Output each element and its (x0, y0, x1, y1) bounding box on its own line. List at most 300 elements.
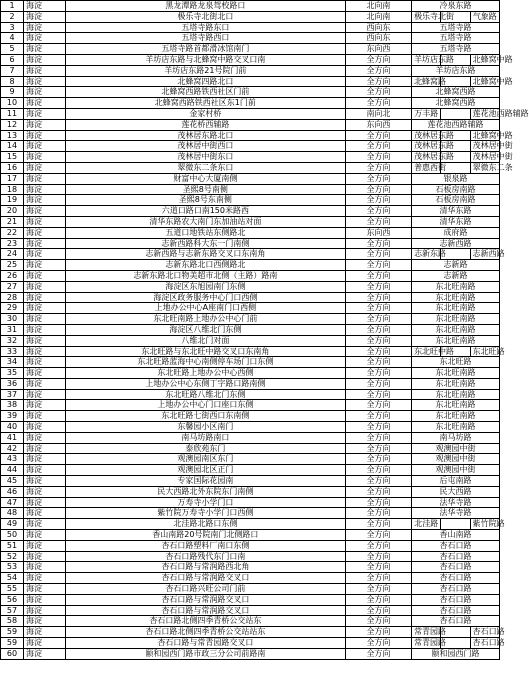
row-number-cell: 57 (1, 605, 24, 616)
row-number-cell: 24 (1, 249, 24, 260)
road-cell: 五塔寺路 (412, 22, 500, 33)
row-number-cell: 40 (1, 422, 24, 433)
table-row (1, 508, 500, 519)
road-cell: 东北旺南路 (412, 378, 500, 389)
table-row (1, 519, 500, 530)
road-cell: 银泉路 (412, 173, 500, 184)
district-cell: 海淀 (23, 519, 65, 530)
district-cell: 海淀 (23, 627, 65, 638)
location-cell: 北蜂窝四路北口 (65, 76, 345, 87)
district-cell: 海淀 (23, 324, 65, 335)
location-cell: 北洼路北路口东侧 (65, 519, 345, 530)
direction-cell: 全方向 (345, 324, 411, 335)
row-number-cell: 26 (1, 270, 24, 281)
direction-cell: 全方向 (345, 260, 411, 271)
road-cell: 杏石口路 (412, 562, 500, 573)
district-cell: 海淀 (23, 249, 65, 260)
road-cell: 普惠西街 (412, 162, 441, 173)
road-cell: 东北旺南路 (412, 303, 500, 314)
road-cell: 羊坊店东路 (412, 54, 441, 65)
row-number-cell: 42 (1, 443, 24, 454)
table-row (1, 627, 500, 638)
direction-cell: 全方向 (345, 303, 411, 314)
district-cell: 海淀 (23, 270, 65, 281)
road-cell: 东北旺南路 (412, 314, 500, 325)
location-cell: 志新东路北口物美超市北侧（主路）路南 (65, 270, 345, 281)
location-cell: 海淀区东旭园南门东侧 (65, 281, 345, 292)
location-cell: 六道口路口南150米路西 (65, 206, 345, 217)
location-cell: 金家村桥 (65, 108, 345, 119)
district-cell: 海淀 (23, 378, 65, 389)
location-cell: 专家国际花园南 (65, 476, 345, 487)
district-cell: 海淀 (23, 454, 65, 465)
direction-cell: 全方向 (345, 584, 411, 595)
road-cell: 杏石口路 (412, 540, 500, 551)
road-cell: 茂林居东路 (412, 141, 441, 152)
location-cell: 黑龙潭路龙泉驾校路口 (65, 1, 345, 12)
table-row (1, 422, 500, 433)
table-row (1, 44, 500, 55)
district-cell: 海淀 (23, 594, 65, 605)
direction-cell: 全方向 (345, 130, 411, 141)
table-row (1, 173, 500, 184)
road-cell: 东北旺南路 (412, 389, 500, 400)
row-number-cell: 4 (1, 33, 24, 44)
table-row (1, 292, 500, 303)
row-number-cell: 47 (1, 497, 24, 508)
district-cell: 海淀 (23, 281, 65, 292)
district-cell: 海淀 (23, 314, 65, 325)
direction-cell: 全方向 (345, 368, 411, 379)
table-row (1, 152, 500, 163)
road-cell: 茂林居东路 (412, 152, 441, 163)
table-row (1, 400, 500, 411)
table-row (1, 497, 500, 508)
road-cell: 观澳园中街 (412, 443, 500, 454)
road-cell: 杏石口路 (412, 605, 500, 616)
direction-cell: 全方向 (345, 162, 411, 173)
district-cell: 海淀 (23, 22, 65, 33)
table-row (1, 551, 500, 562)
road-cell: 茂林居东路 (412, 130, 441, 141)
direction-cell: 全方向 (345, 335, 411, 346)
row-number-cell: 59 (1, 638, 24, 649)
row-number-cell: 35 (1, 368, 24, 379)
location-cell: 茂林居中街西口 (65, 141, 345, 152)
direction-cell: 西向东 (345, 22, 411, 33)
district-cell: 海淀 (23, 54, 65, 65)
direction-cell: 全方向 (345, 551, 411, 562)
location-cell: 东北旺路与东北旺中路交叉口东南角 (65, 346, 345, 357)
road-cell: 石板房南路 (412, 184, 500, 195)
direction-cell: 全方向 (345, 616, 411, 627)
road-cell: 南马坊路 (412, 432, 500, 443)
road-cell: 志新东路 (412, 249, 441, 260)
row-number-cell: 53 (1, 562, 24, 573)
location-cell: 民大西路北外东院东门南侧 (65, 486, 345, 497)
location-cell: 上地办公中心门口座口东侧 (65, 400, 345, 411)
location-cell: 北蜂窝西路铁西社区门前 (65, 87, 345, 98)
location-cell: 杏石口路与常润路交叉口 (65, 573, 345, 584)
road-cell-3: 翠微东二条 (470, 162, 499, 173)
road-cell: 东北旺南路 (412, 422, 500, 433)
district-cell: 海淀 (23, 486, 65, 497)
road-cell: 观澳园中街 (412, 454, 500, 465)
road-cell-3: 杏石口路 (470, 638, 499, 649)
row-number-cell: 1 (1, 1, 24, 12)
location-cell: 莲花桥西辅路 (65, 119, 345, 130)
row-number-cell: 7 (1, 65, 24, 76)
location-cell: 清华东路农大南门东加油站对面 (65, 216, 345, 227)
row-number-cell: 15 (1, 152, 24, 163)
district-cell: 海淀 (23, 638, 65, 649)
row-number-cell: 33 (1, 346, 24, 357)
location-cell: 翠微东二条东口 (65, 162, 345, 173)
row-number-cell: 25 (1, 260, 24, 271)
row-number-cell: 46 (1, 486, 24, 497)
table-row (1, 130, 500, 141)
road-cell: 五塔寺路 (412, 33, 500, 44)
row-number-cell: 3 (1, 22, 24, 33)
district-cell: 海淀 (23, 400, 65, 411)
table-row (1, 324, 500, 335)
location-cell: 茂林居中街东口 (65, 152, 345, 163)
road-cell: 北蜂窝西路 (412, 87, 500, 98)
location-cell: 羊坊店东路21号院门前 (65, 65, 345, 76)
road-cell-3: 北蜂窝中路 (470, 54, 499, 65)
district-cell: 海淀 (23, 648, 65, 659)
table-row (1, 648, 500, 659)
row-number-cell: 58 (1, 616, 24, 627)
road-cell-3: 茂林居中街 (470, 152, 499, 163)
table-row (1, 1, 500, 12)
table-row (1, 65, 500, 76)
row-number-cell: 56 (1, 594, 24, 605)
district-cell: 海淀 (23, 76, 65, 87)
direction-cell: 全方向 (345, 270, 411, 281)
table-row (1, 260, 500, 271)
table-row (1, 486, 500, 497)
direction-cell: 全方向 (345, 141, 411, 152)
road-cell: 北蜂窝路 (412, 76, 441, 87)
table-row (1, 465, 500, 476)
direction-cell: 南向北 (345, 108, 411, 119)
direction-cell: 全方向 (345, 76, 411, 87)
direction-cell: 全方向 (345, 314, 411, 325)
location-cell: 羊坊店东路与北蜂窝中路交叉口南 (65, 54, 345, 65)
location-cell: 东北旺路八维北门东侧 (65, 389, 345, 400)
direction-cell: 全方向 (345, 65, 411, 76)
location-cell: 南马坊路南口 (65, 432, 345, 443)
table-row (1, 87, 500, 98)
row-number-cell: 17 (1, 173, 24, 184)
road-cell: 东北旺南路 (412, 324, 500, 335)
direction-cell: 全方向 (345, 281, 411, 292)
table-row (1, 238, 500, 249)
road-cell-3: 杏石口路 (470, 627, 499, 638)
direction-cell: 全方向 (345, 411, 411, 422)
location-cell: 杏石口路塑料厂南口东侧 (65, 540, 345, 551)
location-cell: 紫竹院万寿寺小学门口西侧 (65, 508, 345, 519)
road-cell-2 (441, 519, 470, 530)
table-row (1, 184, 500, 195)
road-cell: 观澳园中街 (412, 465, 500, 476)
location-cell: 北蜂窝西路铁西社区东1门前 (65, 98, 345, 109)
direction-cell: 全方向 (345, 486, 411, 497)
location-cell: 杏石口路与常青园路交叉口 (65, 638, 345, 649)
row-number-cell: 16 (1, 162, 24, 173)
location-cell: 八维北门对面 (65, 335, 345, 346)
location-cell: 东北旺路蓝海中心南侧停车场门口东侧 (65, 357, 345, 368)
direction-cell: 全方向 (345, 465, 411, 476)
district-cell: 海淀 (23, 422, 65, 433)
direction-cell: 全方向 (345, 206, 411, 217)
district-cell: 海淀 (23, 130, 65, 141)
district-cell: 海淀 (23, 216, 65, 227)
district-cell: 海淀 (23, 44, 65, 55)
location-cell: 东北旺路上地办公中心西侧 (65, 368, 345, 379)
district-cell: 海淀 (23, 465, 65, 476)
road-cell: 清华东路 (412, 206, 500, 217)
road-cell: 东北旺南路 (412, 292, 500, 303)
direction-cell: 全方向 (345, 432, 411, 443)
road-cell: 东北旺路 (412, 357, 500, 368)
table-row (1, 584, 500, 595)
district-cell: 海淀 (23, 33, 65, 44)
location-cell: 观澳园北区正门 (65, 465, 345, 476)
row-number-cell: 31 (1, 324, 24, 335)
row-number-cell: 20 (1, 206, 24, 217)
road-cell: 北蜂窝西路 (412, 98, 500, 109)
road-cell: 杏石口路 (412, 584, 500, 595)
road-cell-3: 茂林居中街 (470, 141, 499, 152)
row-number-cell: 55 (1, 584, 24, 595)
direction-cell: 东向西 (345, 227, 411, 238)
direction-cell: 北向南 (345, 11, 411, 22)
district-cell: 海淀 (23, 368, 65, 379)
location-cell: 圣熙8号南侧 (65, 184, 345, 195)
direction-cell: 全方向 (345, 476, 411, 487)
row-number-cell: 45 (1, 476, 24, 487)
direction-cell: 全方向 (345, 87, 411, 98)
district-cell: 海淀 (23, 357, 65, 368)
row-number-cell: 59 (1, 627, 24, 638)
row-number-cell: 22 (1, 227, 24, 238)
direction-cell: 全方向 (345, 346, 411, 357)
table-row (1, 270, 500, 281)
road-cell: 莲花池西路辅路 (412, 119, 500, 130)
road-cell: 清华东路 (412, 216, 500, 227)
district-cell: 海淀 (23, 562, 65, 573)
table-row (1, 594, 500, 605)
road-cell: 后屯南路 (412, 476, 500, 487)
district-cell: 海淀 (23, 184, 65, 195)
table-row (1, 11, 500, 22)
district-cell: 海淀 (23, 551, 65, 562)
direction-cell: 全方向 (345, 54, 411, 65)
table-row (1, 616, 500, 627)
row-number-cell: 51 (1, 540, 24, 551)
row-number-cell: 13 (1, 130, 24, 141)
table-row (1, 98, 500, 109)
district-cell: 海淀 (23, 346, 65, 357)
road-cell: 极乐寺北街 (412, 11, 441, 22)
table-row (1, 54, 500, 65)
table-row (1, 206, 500, 217)
district-cell: 海淀 (23, 508, 65, 519)
table-row (1, 22, 500, 33)
table-row (1, 108, 500, 119)
road-cell: 北洼路 (412, 519, 441, 530)
row-number-cell: 60 (1, 648, 24, 659)
district-cell: 海淀 (23, 206, 65, 217)
direction-cell: 全方向 (345, 605, 411, 616)
road-cell: 冷泉东路 (412, 1, 500, 12)
row-number-cell: 21 (1, 216, 24, 227)
direction-cell: 全方向 (345, 357, 411, 368)
direction-cell: 全方向 (345, 497, 411, 508)
district-cell: 海淀 (23, 616, 65, 627)
location-cell: 泰欣苑东门 (65, 443, 345, 454)
direction-cell: 全方向 (345, 648, 411, 659)
row-number-cell: 12 (1, 119, 24, 130)
table-row (1, 346, 500, 357)
road-cell: 东北旺中路 (412, 346, 441, 357)
location-cell: 海淀区政务服务中心门口西侧 (65, 292, 345, 303)
direction-cell: 北向南 (345, 1, 411, 12)
direction-cell: 全方向 (345, 530, 411, 541)
district-cell: 海淀 (23, 119, 65, 130)
road-cell-3: 志新西路 (470, 249, 499, 260)
district-cell: 海淀 (23, 584, 65, 595)
table-row (1, 638, 500, 649)
road-cell: 羊坊店东路 (412, 65, 500, 76)
direction-cell: 全方向 (345, 573, 411, 584)
table-row (1, 432, 500, 443)
row-number-cell: 38 (1, 400, 24, 411)
table-row (1, 411, 500, 422)
direction-cell: 全方向 (345, 378, 411, 389)
direction-cell: 全方向 (345, 216, 411, 227)
row-number-cell: 43 (1, 454, 24, 465)
location-cell: 东馨园小区南门 (65, 422, 345, 433)
row-number-cell: 50 (1, 530, 24, 541)
direction-cell: 全方向 (345, 443, 411, 454)
district-cell: 海淀 (23, 292, 65, 303)
district-cell: 海淀 (23, 11, 65, 22)
road-cell-3: 紫竹院路 (470, 519, 499, 530)
row-number-cell: 19 (1, 195, 24, 206)
row-number-cell: 6 (1, 54, 24, 65)
direction-cell: 全方向 (345, 627, 411, 638)
direction-cell: 全方向 (345, 195, 411, 206)
road-cell-3: 北蜂窝中路 (470, 76, 499, 87)
row-number-cell: 8 (1, 76, 24, 87)
row-number-cell: 23 (1, 238, 24, 249)
location-cell: 茂林居东路北口 (65, 130, 345, 141)
district-cell: 海淀 (23, 497, 65, 508)
district-cell: 海淀 (23, 476, 65, 487)
location-cell: 杏石口路与常润路西北角 (65, 562, 345, 573)
table-row (1, 378, 500, 389)
district-cell: 海淀 (23, 335, 65, 346)
district-cell: 海淀 (23, 605, 65, 616)
location-cell: 颐和园西门路市政三分公司前路南 (65, 648, 345, 659)
direction-cell: 全方向 (345, 454, 411, 465)
table-row (1, 119, 500, 130)
table-row (1, 476, 500, 487)
location-cell: 东北旺南路上地办公中心门前 (65, 314, 345, 325)
district-cell: 海淀 (23, 152, 65, 163)
location-cell: 五塔寺路西口 (65, 33, 345, 44)
table-row (1, 357, 500, 368)
direction-cell: 全方向 (345, 540, 411, 551)
road-cell: 法华寺路 (412, 497, 500, 508)
district-cell: 海淀 (23, 540, 65, 551)
row-number-cell: 32 (1, 335, 24, 346)
road-cell: 常青园路 (412, 627, 441, 638)
row-number-cell: 49 (1, 519, 24, 530)
road-cell: 志新路 (412, 270, 500, 281)
direction-cell: 全方向 (345, 173, 411, 184)
district-cell: 海淀 (23, 162, 65, 173)
location-cell: 杏石口路残代东门口南 (65, 551, 345, 562)
road-cell: 成府路 (412, 227, 500, 238)
row-number-cell: 44 (1, 465, 24, 476)
table-row (1, 605, 500, 616)
location-cell: 五道口地铁站东侧路北 (65, 227, 345, 238)
road-cell-3: 东北旺路 (470, 346, 499, 357)
row-number-cell: 2 (1, 11, 24, 22)
table-row (1, 162, 500, 173)
table-row (1, 281, 500, 292)
row-number-cell: 48 (1, 508, 24, 519)
table-row (1, 303, 500, 314)
road-cell: 东北旺南路 (412, 335, 500, 346)
location-cell: 圣熙8号东南侧 (65, 195, 345, 206)
location-cell: 志新西路科大东一门南侧 (65, 238, 345, 249)
road-cell: 颐和园西门路 (412, 648, 500, 659)
district-cell: 海淀 (23, 173, 65, 184)
row-number-cell: 34 (1, 357, 24, 368)
district-cell: 海淀 (23, 227, 65, 238)
row-number-cell: 14 (1, 141, 24, 152)
table-row (1, 389, 500, 400)
road-cell: 志新路 (412, 260, 500, 271)
table-row (1, 573, 500, 584)
road-cell: 东北旺南路 (412, 400, 500, 411)
direction-cell: 全方向 (345, 249, 411, 260)
table-row (1, 335, 500, 346)
direction-cell: 全方向 (345, 238, 411, 249)
direction-cell: 全方向 (345, 594, 411, 605)
road-cell: 东北旺南路 (412, 281, 500, 292)
direction-cell: 全方向 (345, 184, 411, 195)
row-number-cell: 41 (1, 432, 24, 443)
location-cell: 志新东路北口西侧路北 (65, 260, 345, 271)
table-row (1, 195, 500, 206)
road-cell: 法华寺路 (412, 508, 500, 519)
road-cell: 常青园路 (412, 638, 441, 649)
table-row (1, 368, 500, 379)
road-cell: 香山南路 (412, 530, 500, 541)
district-cell: 海淀 (23, 87, 65, 98)
row-number-cell: 10 (1, 98, 24, 109)
location-cell: 上地办公中心A座南门口西侧 (65, 303, 345, 314)
district-cell: 海淀 (23, 98, 65, 109)
row-number-cell: 37 (1, 389, 24, 400)
table-row (1, 314, 500, 325)
